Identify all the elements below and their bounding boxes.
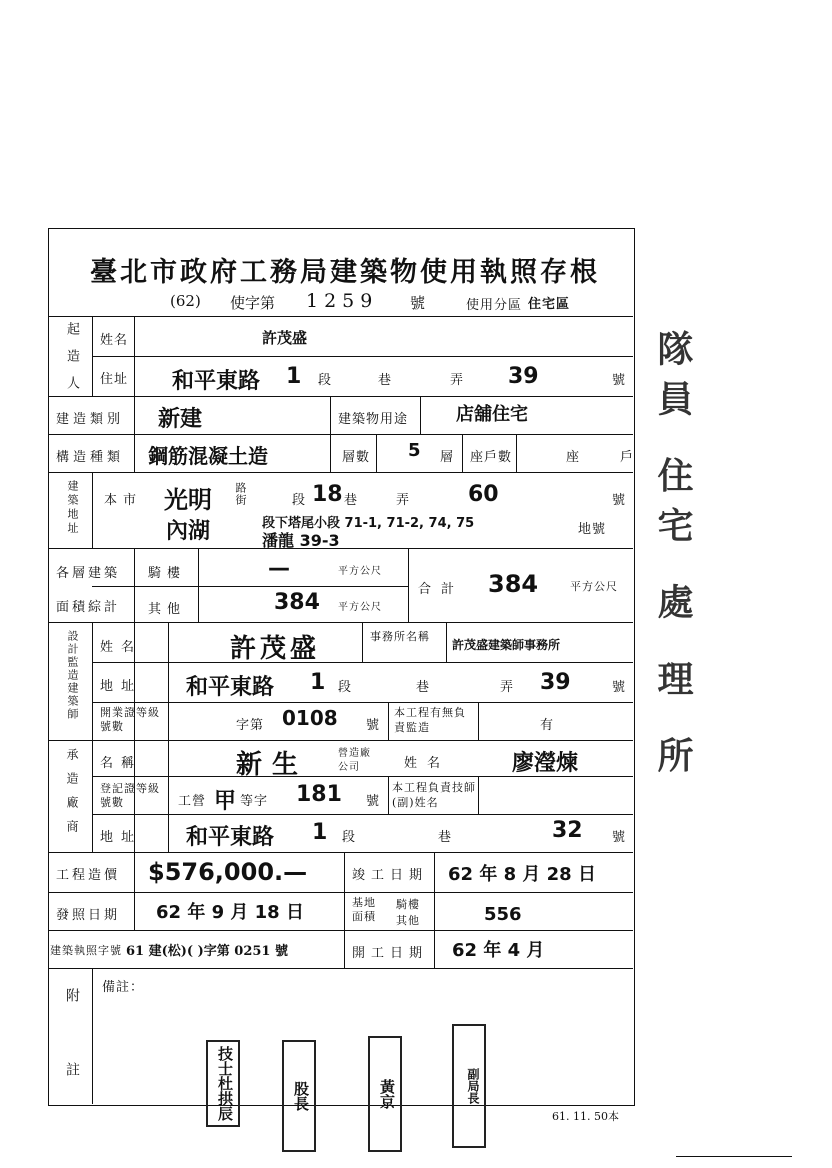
office-value: 許茂盛建築師事務所 (452, 638, 561, 652)
other-value: 384 (274, 590, 320, 615)
area-section1: 各層建築 (56, 566, 121, 581)
applicant-name-value: 許茂盛 (262, 329, 308, 347)
site-district: 內湖 (166, 519, 211, 544)
site-city-label: 本市 (104, 493, 143, 508)
other-label: 其他 (148, 602, 187, 617)
architect-lane-label: 巷 (416, 680, 431, 695)
site-other-label: 其他 (396, 914, 420, 927)
reg-number: 181 (296, 782, 342, 807)
zoning-value: 住宅區 (528, 297, 571, 312)
architect-section-label: 設計監造建築師 (66, 630, 79, 721)
units-label: 座戶數 (470, 450, 513, 465)
site-lane: 18 (312, 482, 343, 507)
site-lane-unit: 巷 (344, 493, 359, 508)
site-arcade-label: 騎樓 (396, 898, 420, 911)
complete-label: 竣工日期 (352, 868, 429, 883)
site-lot-text: 段下塔尾小段 71-1, 71-2, 74, 75 (262, 516, 475, 531)
architect-address-value: 和平東路 (186, 675, 275, 700)
stamp-official: 黃京 (368, 1036, 402, 1152)
floors-value: 5 (408, 440, 421, 461)
site-section-label: 建築地址 (66, 480, 79, 536)
office-label: 事務所名稱 (370, 630, 430, 643)
contractor-no-unit: 號 (612, 830, 627, 845)
architect-seg-unit: 段 (338, 680, 353, 695)
contractor-person-label: 姓名 (404, 756, 451, 771)
applicant-address-no: 39 (508, 364, 539, 389)
category-label: 建造類別 (56, 412, 125, 427)
other-unit: 平方公尺 (338, 602, 382, 613)
contractor-name-label: 名稱 (100, 756, 143, 771)
reg-grade: 甲 (214, 789, 237, 814)
site-street-unit: 路街 (234, 482, 247, 506)
start-value: 62 年 4 月 (452, 940, 545, 961)
license-number: 1259 (306, 290, 379, 312)
contractor-name-suffix: 營造廠 (338, 748, 371, 759)
contractor-seg-unit: 段 (342, 830, 357, 845)
applicant-lane-label: 巷 (378, 373, 393, 388)
area-section2: 面積綜計 (56, 600, 121, 615)
permit-label: 建築執照字號 (50, 944, 122, 957)
applicant-address-seg: 1 (286, 364, 302, 389)
zoning-label: 使用分區 (466, 298, 523, 313)
structure-value: 鋼筋混凝土造 (148, 444, 268, 468)
units-unit2: 戶 (620, 450, 635, 465)
complete-value: 62 年 8 月 28 日 (448, 864, 596, 885)
remarks-label: 備註： (102, 980, 145, 995)
total-label: 合計 (418, 582, 465, 597)
contractor-name-suffix2: 公司 (338, 762, 360, 773)
site-lot-text2: 潘龍 39-3 (262, 531, 340, 550)
license-suffix: 號 (410, 294, 426, 312)
supervise-label: 本工程有無負責監造 (394, 706, 466, 734)
units-unit: 座 (566, 450, 581, 465)
margin-text: 隊員 住宅 處 理 所 (652, 330, 694, 787)
license-prefix: 使字第 (230, 294, 276, 312)
start-label: 開工日期 (352, 946, 429, 961)
stamp-section-chief: 股長 (282, 1040, 316, 1152)
arcade-label: 騎樓 (148, 566, 187, 581)
architect-alley-label: 弄 (500, 680, 515, 695)
stamp-deputy: 副局長 (452, 1024, 486, 1148)
use-label: 建築物用途 (338, 412, 409, 427)
structure-label: 構造種類 (56, 450, 125, 465)
applicant-address-label: 住址 (100, 372, 129, 387)
stamp-technician: 技士杜拱辰 (206, 1040, 240, 1127)
contractor-section-label: 承造廠商 (65, 748, 79, 844)
contractor-address-seg: 1 (312, 820, 328, 845)
total-value: 384 (488, 570, 539, 598)
architect-address-seg: 1 (310, 670, 326, 695)
site-lot-unit: 地號 (578, 522, 607, 537)
total-unit: 平方公尺 (570, 580, 618, 593)
site-number-unit: 號 (612, 493, 627, 508)
site-number: 60 (468, 482, 499, 507)
site-alley-label: 弄 (396, 493, 411, 508)
remarks-section-label: 附註 (64, 988, 80, 1136)
applicant-no-unit: 號 (612, 373, 627, 388)
site-street: 光明 (164, 486, 212, 514)
reg-unit: 號 (366, 794, 381, 809)
architect-address-label: 地址 (100, 679, 143, 694)
contractor-address-no: 32 (552, 818, 583, 843)
issue-label: 發照日期 (56, 908, 121, 923)
tech-label: 本工程負責技師(副)姓名 (392, 781, 476, 809)
cost-label: 工程造價 (56, 868, 121, 883)
contractor-lane-label: 巷 (438, 830, 453, 845)
category-value: 新建 (158, 407, 203, 432)
site-area-label: 基地面積 (352, 896, 376, 923)
form-code: 61. 11. 50本 (552, 1110, 619, 1123)
applicant-address-value: 和平東路 (172, 369, 261, 394)
permit-value: 61 建(松)( )字第 0251 號 (126, 944, 288, 959)
cert-prefix: 字第 (236, 718, 265, 733)
floors-label: 層數 (342, 450, 371, 465)
architect-address-no: 39 (540, 670, 571, 695)
page-title: 臺北市政府工務局建築物使用執照存根 (90, 257, 600, 288)
architect-no-unit: 號 (612, 680, 627, 695)
form-frame (48, 228, 635, 1106)
applicant-section-label: 起造人 (64, 322, 79, 403)
floors-unit: 層 (440, 450, 455, 465)
architect-name-label: 姓名 (100, 640, 143, 655)
applicant-seg-unit: 段 (318, 373, 333, 388)
contractor-address-value: 和平東路 (186, 825, 275, 850)
cert-number: 0108 (282, 706, 338, 730)
issue-value: 62 年 9 月 18 日 (156, 902, 304, 923)
applicant-alley-label: 弄 (450, 373, 465, 388)
cost-value: $576,000.— (148, 858, 308, 886)
architect-name-value: 許茂盛 (230, 634, 321, 664)
supervise-value: 有 (540, 718, 555, 733)
cert-unit: 號 (366, 718, 381, 733)
site-other-value: 556 (484, 904, 522, 925)
cert-label: 開業證等級號數 (100, 706, 160, 733)
contractor-name-value: 新生 (236, 750, 309, 780)
arcade-unit: 平方公尺 (338, 566, 382, 577)
contractor-person-value: 廖瀅煉 (512, 751, 579, 776)
reg-mid: 等字 (240, 794, 269, 809)
use-value: 店舖住宅 (456, 404, 528, 425)
license-year: (62) (170, 292, 201, 310)
site-seg-label: 段 (292, 493, 307, 508)
contractor-address-label: 地址 (100, 830, 143, 845)
reg-label: 登記證等級號數 (100, 782, 160, 809)
arcade-value: — (268, 556, 290, 581)
applicant-name-label: 姓名 (100, 333, 129, 348)
reg-prefix: 工營 (178, 794, 207, 809)
